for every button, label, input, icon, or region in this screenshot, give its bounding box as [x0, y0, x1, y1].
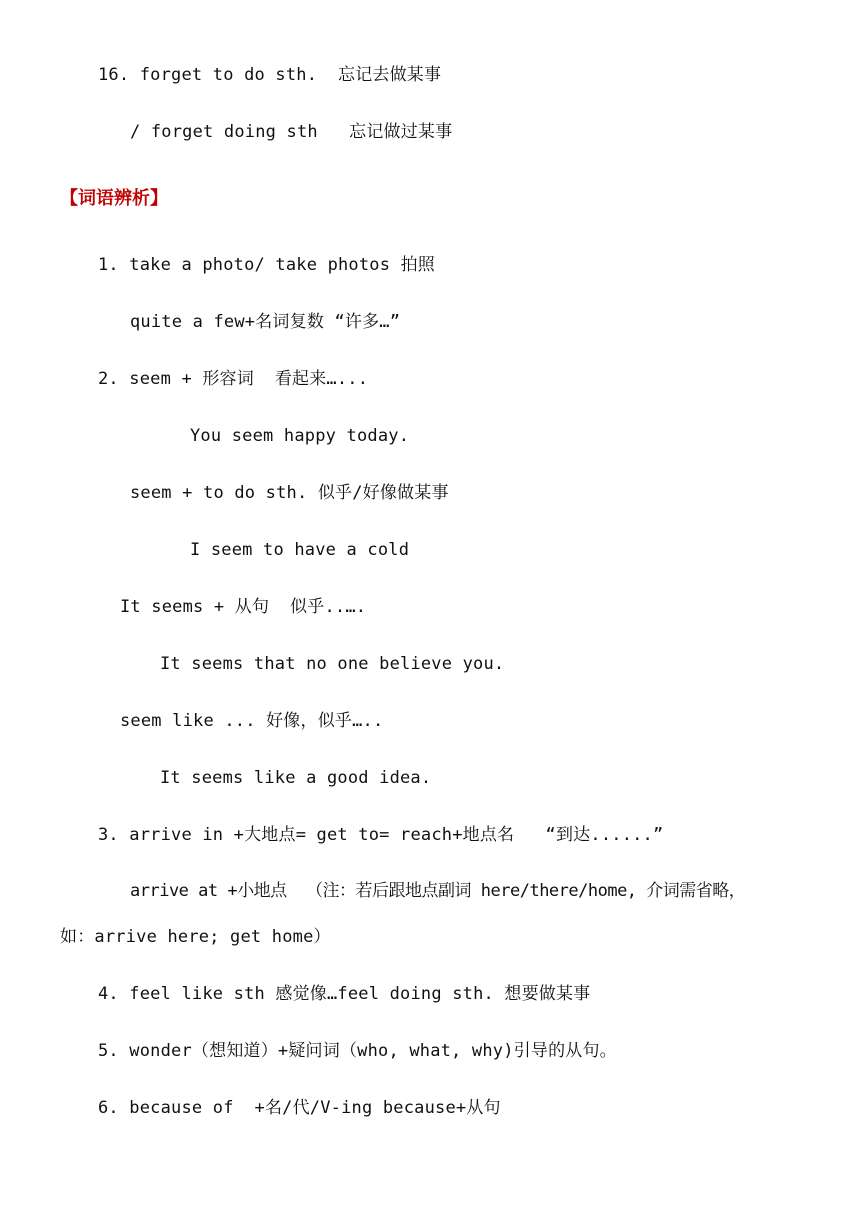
item-2-example-cold: I seem to have a cold — [190, 540, 410, 560]
item-4-feel-like: 4. feel like sth 感觉像…feel doing sth. 想要做某事 — [98, 984, 591, 1004]
phrase-16-forget-to-do: 16. forget to do sth. 忘记去做某事 — [98, 65, 442, 85]
item-2-example-believe: It seems that no one believe you. — [160, 654, 505, 674]
item-3-arrive-in: 3. arrive in +大地点= get to= reach+地点名 “到达......” — [98, 825, 664, 845]
item-3-arrive-at: arrive at +小地点 （注：若后跟地点副词 here/there/home, 介词需省略， — [130, 881, 746, 901]
item-2-example-idea: It seems like a good idea. — [160, 768, 432, 788]
section-heading: 【词语辨析】 — [60, 188, 168, 209]
phrase-16-forget-doing: / forget doing sth 忘记做过某事 — [130, 122, 453, 142]
item-1-take-photo: 1. take a photo/ take photos 拍照 — [98, 255, 436, 275]
item-2-it-seems: It seems + 从句 似乎..…. — [120, 597, 367, 617]
item-6-because-of: 6. because of +名/代/V-ing because+从句 — [98, 1098, 501, 1118]
item-1-quite-a-few: quite a few+名词复数 “许多…” — [130, 312, 401, 332]
item-2-seem-like: seem like ... 好像，似乎….. — [120, 711, 384, 731]
item-2-seem-to-do: seem + to do sth. 似乎/好像做某事 — [130, 483, 449, 503]
item-2-seem-adj: 2. seem + 形容词 看起来…... — [98, 369, 369, 389]
item-3-arrive-example: 如：arrive here; get home） — [60, 927, 331, 947]
item-2-example-happy: You seem happy today. — [190, 426, 410, 446]
item-5-wonder: 5. wonder（想知道）+疑问词（who, what, why)引导的从句。 — [98, 1041, 617, 1061]
